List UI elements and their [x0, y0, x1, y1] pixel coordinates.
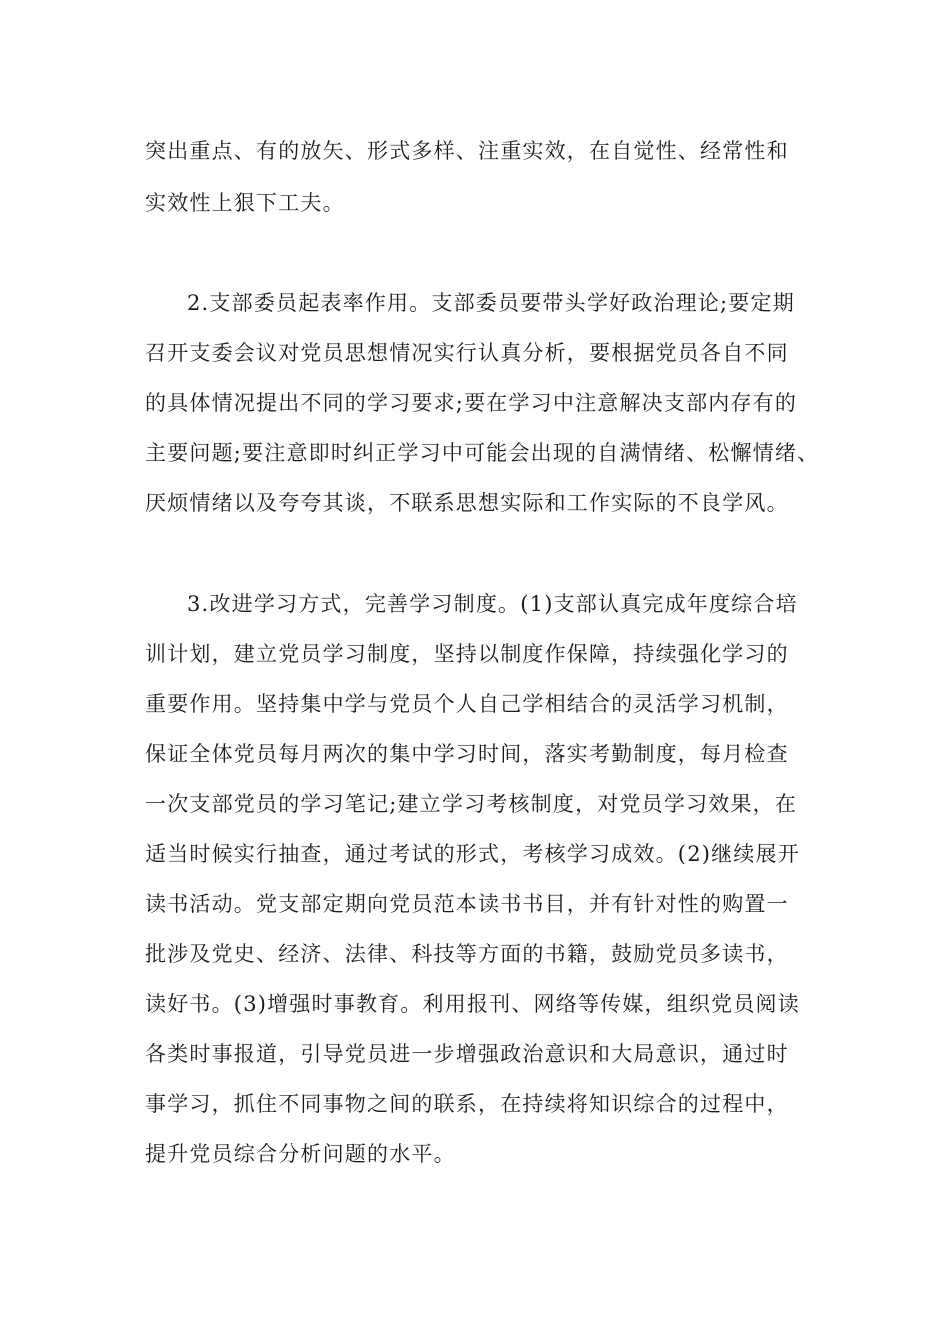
- paragraph-3-line-11: 事学习，抓住不同事物之间的联系，在持续将知识综合的过程中，: [145, 1092, 789, 1116]
- paragraph-2-line-2: 召开支委会议对党员思想情况实行认真分析，要根据党员各自不同: [145, 341, 789, 365]
- paragraph-2-line-4: 主要问题;要注意即时纠正学习中可能会出现的自满情绪、松懈情绪、: [145, 441, 820, 465]
- paragraph-3-line-1: 3.改进学习方式，完善学习制度。(1)支部认真完成年度综合培: [187, 592, 798, 616]
- paragraph-3-line-6: 适当时候实行抽查，通过考试的形式，考核学习成效。(2)继续展开: [145, 842, 800, 866]
- paragraph-3-line-5: 一次支部党员的学习笔记;建立学习考核制度，对党员学习效果，在: [145, 792, 798, 816]
- paragraph-3-line-3: 重要作用。坚持集中学与党员个人自己学相结合的灵活学习机制，: [145, 692, 789, 716]
- paragraph-2-line-3: 的具体情况提出不同的学习要求;要在学习中注意解决支部内存有的: [145, 391, 798, 415]
- paragraph-3-line-2: 训计划，建立党员学习制度，坚持以制度作保障，持续强化学习的: [145, 642, 789, 666]
- paragraph-3-line-10: 各类时事报道，引导党员进一步增强政治意识和大局意识，通过时: [145, 1042, 789, 1066]
- paragraph-1-line-2: 实效性上狠下工夫。: [145, 191, 345, 215]
- paragraph-1-line-1: 突出重点、有的放矢、形式多样、注重实效，在自觉性、经常性和: [145, 139, 789, 163]
- paragraph-3-line-4: 保证全体党员每月两次的集中学习时间，落实考勤制度，每月检查: [145, 742, 789, 766]
- paragraph-3-line-12: 提升党员综合分析问题的水平。: [145, 1142, 456, 1166]
- paragraph-3-line-7: 读书活动。党支部定期向党员范本读书书目，并有针对性的购置一: [145, 892, 789, 916]
- paragraph-3-line-8: 批涉及党史、经济、法律、科技等方面的书籍，鼓励党员多读书，: [145, 942, 789, 966]
- paragraph-2-line-5: 厌烦情绪以及夸夸其谈，不联系思想实际和工作实际的不良学风。: [145, 491, 789, 515]
- paragraph-2-line-1: 2.支部委员起表率作用。支部委员要带头学好政治理论;要定期: [187, 291, 795, 315]
- paragraph-3-line-9: 读好书。(3)增强时事教育。利用报刊、网络等传媒，组织党员阅读: [145, 992, 800, 1016]
